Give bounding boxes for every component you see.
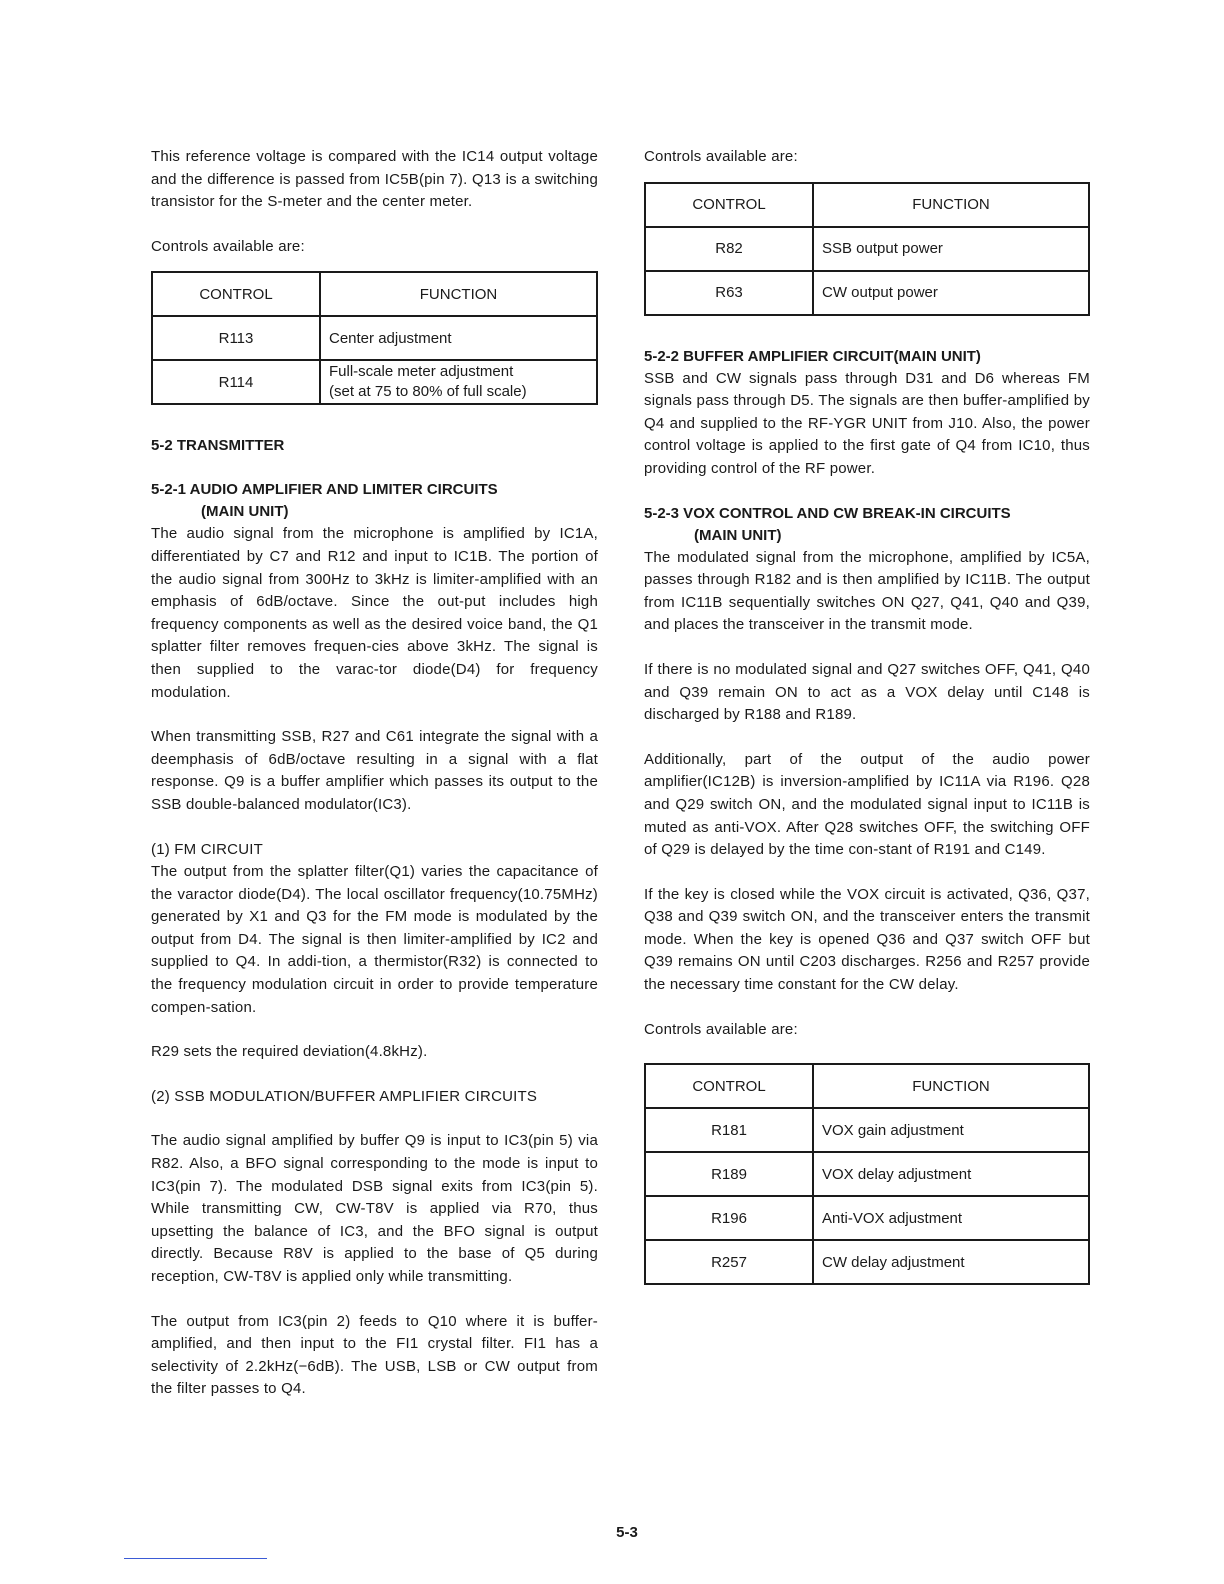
- subsection-heading-audio-amplifier: [151, 479, 598, 523]
- table-cell-function: [320, 360, 597, 404]
- subsection-heading-buffer-amplifier: 5-2-2 BUFFER AMPLIFIER CIRCUIT(MAIN UNIT): [644, 347, 981, 365]
- table-row: [645, 1240, 1089, 1284]
- table-cell-function: CW output power: [813, 271, 1089, 315]
- table-cell-control: R189: [645, 1152, 813, 1196]
- vox-paragraph-2: If there is no modulated signal and Q27 switches OFF, Q41, Q40 and Q39 remain ON to act as a VOX delay until C148 is discharged by R188 and R189.: [644, 660, 1090, 724]
- output-power-controls-table: [644, 182, 1090, 316]
- left-column: [151, 146, 598, 1401]
- fm-circuit-heading: (1) FM CIRCUIT: [151, 840, 263, 858]
- table-row: [152, 360, 597, 404]
- buffer-amplifier-paragraph: SSB and CW signals pass through D31 and D6 whereas FM signals pass through D5. The signals are then buffer-amplified by Q4 and supplied to the RF-YGR UNIT from J10. Also, the power control voltage is applied to the first gate of Q4 from IC10, thus providing control of the RF power.: [644, 369, 1090, 477]
- table-cell-control: R181: [645, 1108, 813, 1152]
- table-header-control: CONTROL: [645, 183, 813, 227]
- table-cell-function: Center adjustment: [320, 316, 597, 360]
- controls-label: Controls available are:: [151, 237, 305, 255]
- vox-paragraph-1: The modulated signal from the microphone, amplified by IC5A, passes through R182 and is then amplified by IC11B. The output from IC11B sequentially switches ON Q27, Q41, Q40 and Q39, and places the transceiver in the transmit mode.: [644, 548, 1090, 634]
- meter-controls-table: [151, 271, 598, 405]
- controls-label: Controls available are:: [644, 148, 798, 165]
- table-cell-function: SSB output power: [813, 227, 1089, 271]
- ssb-modulation-heading: (2) SSB MODULATION/BUFFER AMPLIFIER CIRCUITS: [151, 1087, 538, 1105]
- table-cell-control: R113: [152, 316, 320, 360]
- table-cell-function: CW delay adjustment: [813, 1240, 1089, 1284]
- vox-paragraph-4: If the key is closed while the VOX circuit is activated, Q36, Q37, Q38 and Q39 switch ON, and the transceiver enters the transmit mode. When the key is opened Q36 and Q37 switch OFF but Q39 remains ON until C203 discharges. R256 and R257 provide the necessary time constant for the CW delay.: [644, 885, 1090, 994]
- table-cell-control: R196: [645, 1196, 813, 1240]
- vox-controls-table: [644, 1063, 1090, 1285]
- ssb-integrate-paragraph: When transmitting SSB, R27 and C61 integrate the signal with a deemphasis of 6dB/octave resulting in a signal with a flat response. Q9 is a buffer amplifier which passes its output to the SSB double-balanced modulator(IC3).: [151, 728, 598, 813]
- footer-rule: [124, 1558, 267, 1559]
- function-line-2: (set at 75 to 80% of full scale): [329, 383, 527, 401]
- heading-line-1: 5-2-1 AUDIO AMPLIFIER AND LIMITER CIRCUITS: [151, 481, 498, 499]
- table-cell-control: R63: [645, 271, 813, 315]
- heading-line-2: (MAIN UNIT): [694, 526, 782, 544]
- table-row: [645, 227, 1089, 271]
- table-header-row: [645, 183, 1089, 227]
- page-number: 5-3: [616, 1524, 638, 1541]
- ssb-modulation-paragraph-2: The output from IC3(pin 2) feeds to Q10 where it is buffer-amplified, and then input to the FI1 crystal filter. FI1 has a selectivity of 2.2kHz(−6dB). The USB, LSB or CW output from the filter passes to Q4.: [151, 1312, 598, 1398]
- table-header-row: [645, 1064, 1089, 1108]
- table-row: [645, 271, 1089, 315]
- table-row: [645, 1152, 1089, 1196]
- subsection-heading-vox-control: [644, 503, 1090, 547]
- intro-paragraph: This reference voltage is compared with the IC14 output voltage and the difference is passed from IC5B(pin 7). Q13 is a switching transistor for the S-meter and the center meter.: [151, 148, 598, 211]
- heading-line-1: 5-2-3 VOX CONTROL AND CW BREAK-IN CIRCUITS: [644, 504, 1011, 522]
- vox-paragraph-3: Additionally, part of the output of the audio power amplifier(IC12B) is inversion-amplified by IC11A via R196. Q28 and Q29 switch ON, and the modulated signal input to IC11B is muted as anti-VOX. After Q28 switches OFF, the switching OFF of Q29 is delayed by the time con-stant of R191 and C149.: [644, 750, 1090, 859]
- table-cell-function: Anti-VOX adjustment: [813, 1196, 1089, 1240]
- table-header-control: CONTROL: [152, 272, 320, 316]
- table-header-control: CONTROL: [645, 1064, 813, 1108]
- function-line-1: Full-scale meter adjustment: [329, 363, 514, 381]
- fm-circuit-paragraph: The output from the splatter filter(Q1) varies the capacitance of the varactor diode(D4). The local oscillator frequency(10.75MHz) generated by X1 and Q3 for the FM mode is modulated by the output from D4. The signal is then limiter-amplified by IC2 and supplied to Q4. In addi-tion, a thermistor(R32) is connected to the frequency modulation circuit in order to provide temperature compen-sation.: [151, 863, 598, 1016]
- table-header-function: FUNCTION: [813, 1064, 1089, 1108]
- table-cell-function: VOX delay adjustment: [813, 1152, 1089, 1196]
- table-header-function: FUNCTION: [813, 183, 1089, 227]
- ssb-modulation-paragraph-1: The audio signal amplified by buffer Q9 is input to IC3(pin 5) via R82. Also, a BFO signal corresponding to the mode is input to IC3(pin 7). The modulated DSB signal exits from IC3(pin 5). While transmitting CW, CW-T8V is applied via R70, thus upsetting the balance of IC3, and the BFO signal is output directly. Because R8V is applied to the base of Q5 during reception, CW-T8V is applied only while transmitting.: [151, 1132, 598, 1285]
- section-heading-transmitter: 5-2 TRANSMITTER: [151, 437, 285, 455]
- heading-line-2: (MAIN UNIT): [201, 503, 289, 521]
- table-header-function: FUNCTION: [320, 272, 597, 316]
- table-cell-control: R257: [645, 1240, 813, 1284]
- table-row: [645, 1196, 1089, 1240]
- table-row: [645, 1108, 1089, 1152]
- right-column: [644, 146, 1090, 1285]
- table-cell-control: R82: [645, 227, 813, 271]
- r29-paragraph: R29 sets the required deviation(4.8kHz).: [151, 1043, 428, 1061]
- table-cell-function: VOX gain adjustment: [813, 1108, 1089, 1152]
- table-row: [152, 316, 597, 360]
- audio-amplifier-paragraph: The audio signal from the microphone is amplified by IC1A, differentiated by C7 and R12 and input to IC1B. The portion of the audio signal from 300Hz to 3kHz is limiter-amplified with an emphasis of 6dB/octave. Since the out-put includes high frequency components as well as the desired voice band, the Q1 splatter filter removes frequen-cies above 3kHz. The signal is then supplied to the varac-tor diode(D4) for frequency modulation.: [151, 525, 598, 701]
- table-header-row: [152, 272, 597, 316]
- table-cell-control: R114: [152, 360, 320, 404]
- controls-label: Controls available are:: [644, 1020, 798, 1038]
